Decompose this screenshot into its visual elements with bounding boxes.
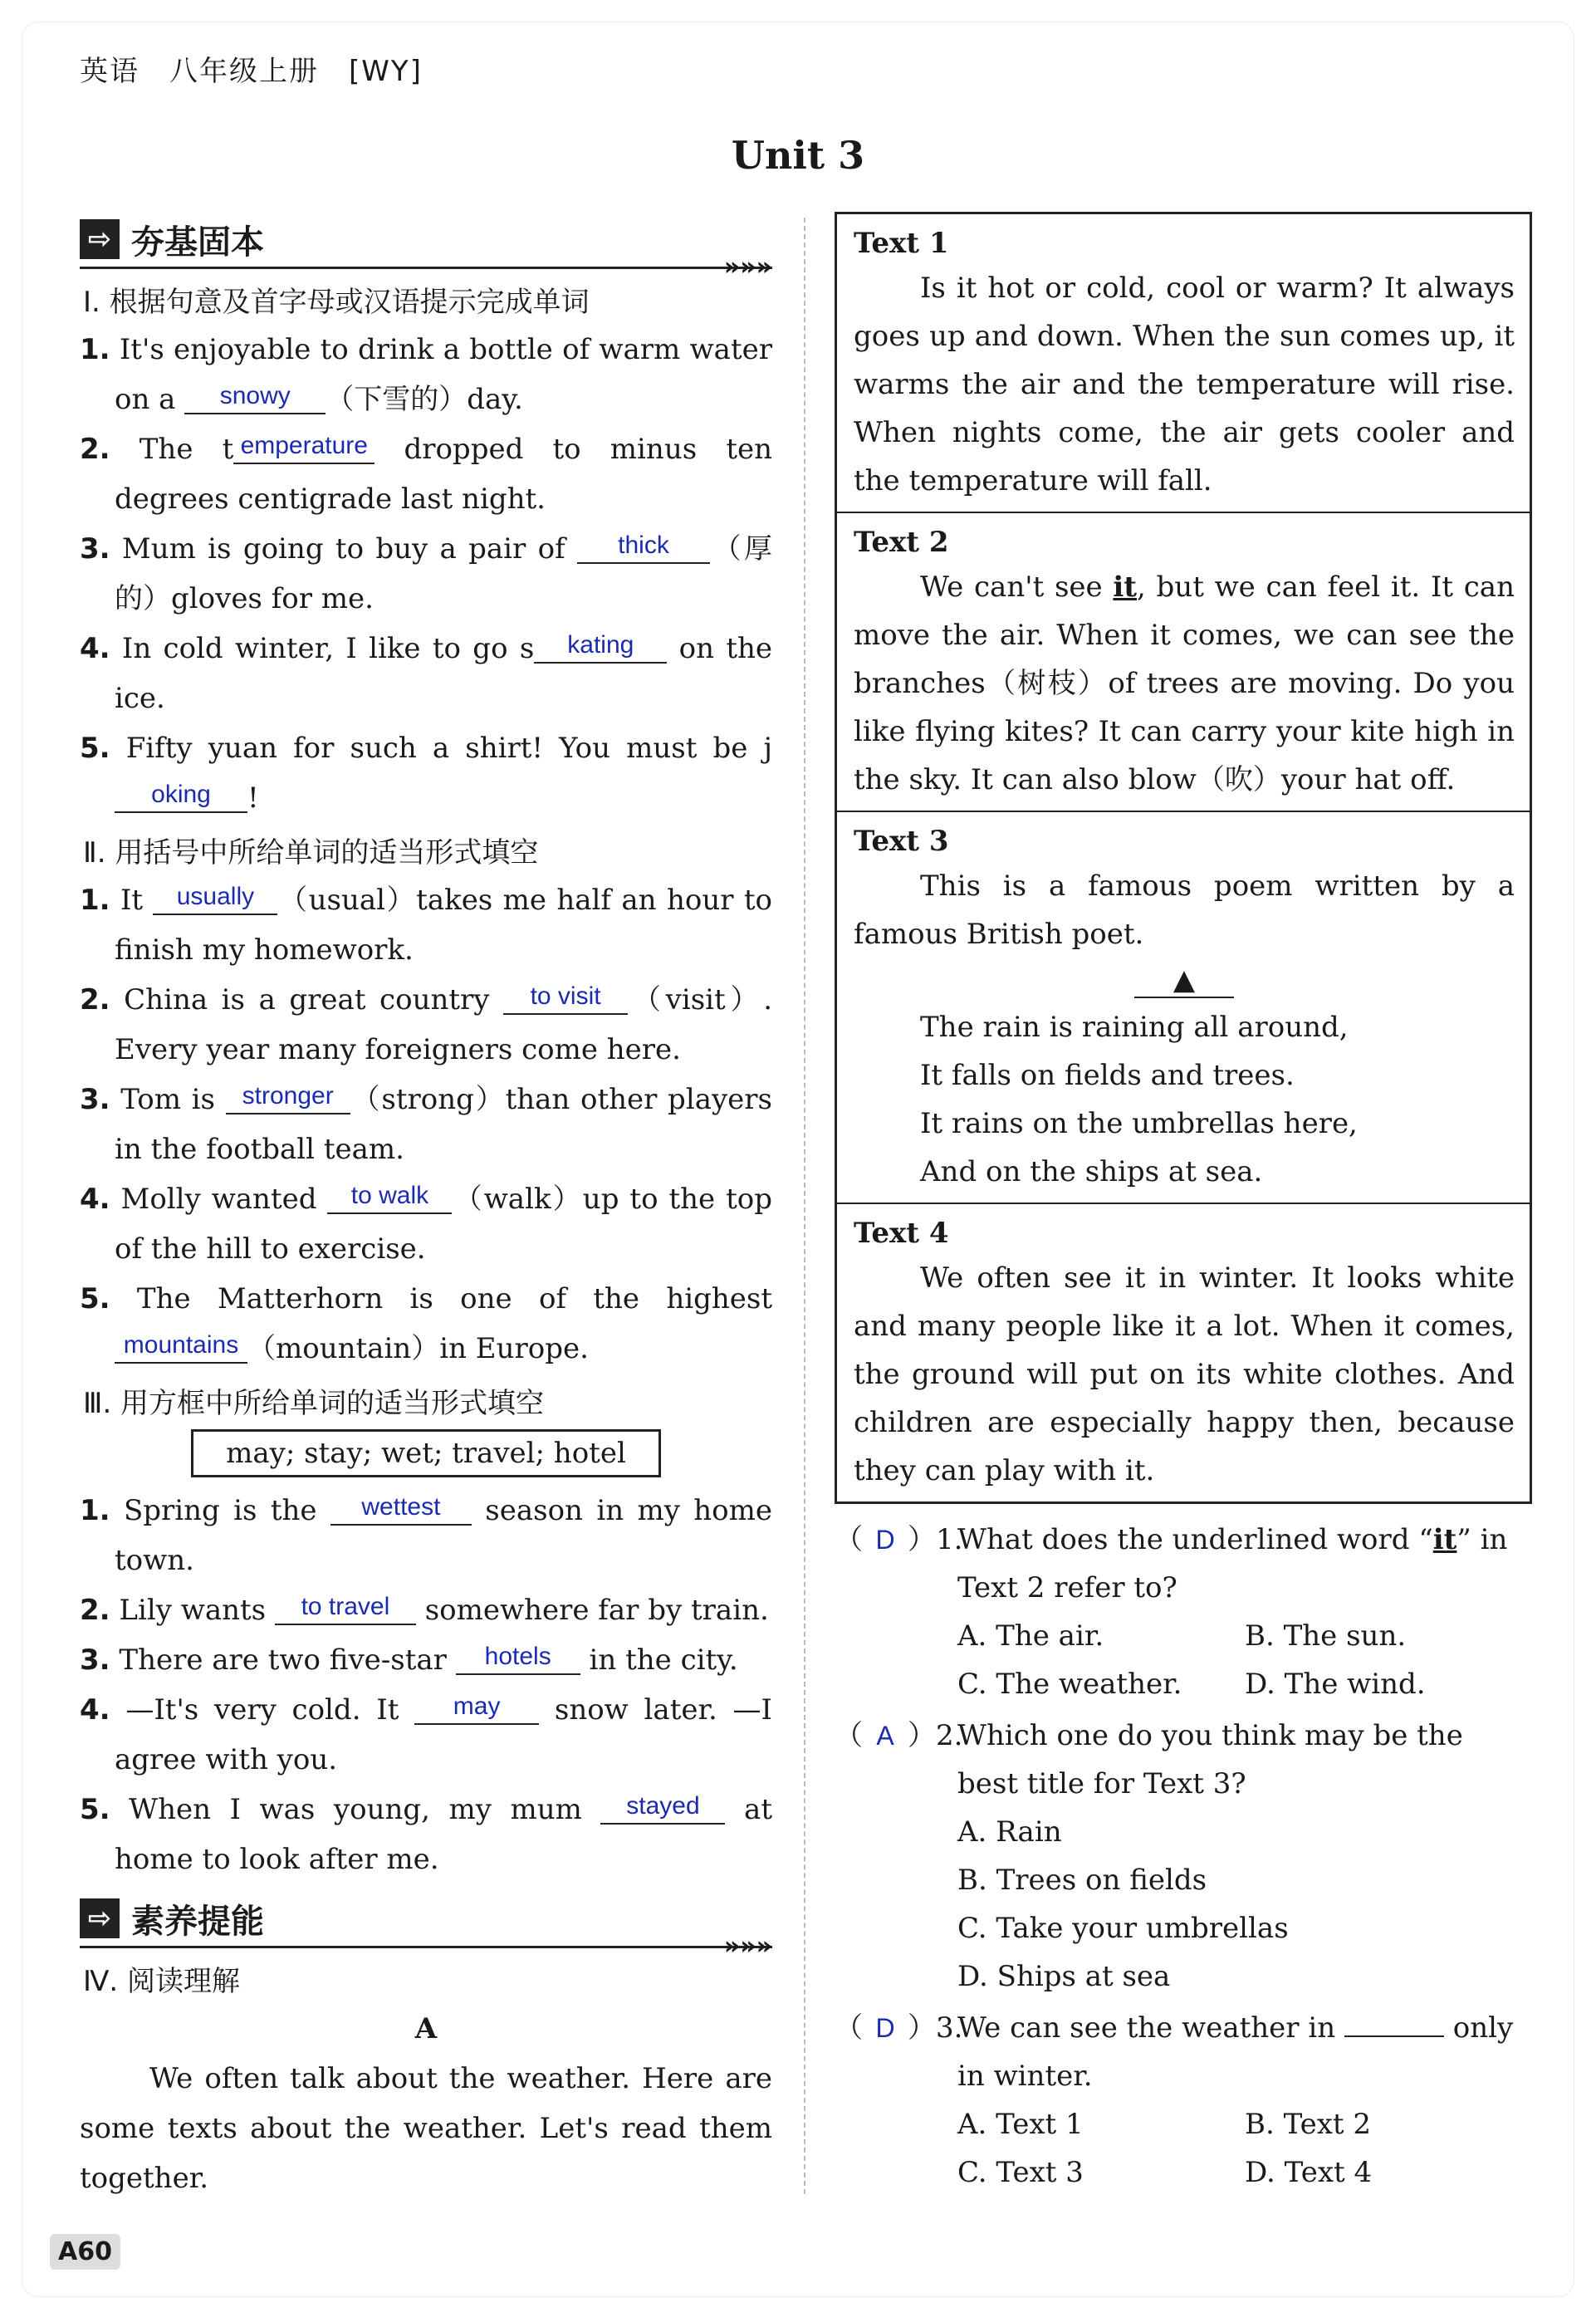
column-divider — [804, 218, 805, 2194]
answer-choice[interactable]: A — [876, 1721, 894, 1751]
question-item: 5. Fifty yuan for such a shirt! You must be joking ! — [80, 732, 772, 815]
poem-line: It rains on the umbrellas here, — [920, 1107, 1358, 1140]
question-3: （ D ）3. We can see the weather in only in winter. A. Text 1 B. Text 2 C. Text 3 D. Text 4 — [835, 2004, 1532, 2197]
text3-section — [837, 812, 1530, 1204]
page-header: 英语 八年级上册 [WY] — [80, 55, 423, 88]
chevrons-icon: »»» — [723, 252, 772, 282]
part1-list — [80, 325, 772, 823]
option[interactable]: B. The sun. — [1245, 1619, 1407, 1653]
option[interactable]: D. Text 4 — [1245, 2156, 1373, 2189]
section-title: 素养提能 — [131, 1902, 264, 1941]
text-title: Text 4 — [854, 1217, 949, 1250]
option[interactable]: D. Ships at sea — [957, 1960, 1171, 1993]
answer-blank[interactable]: hotels — [456, 1640, 580, 1675]
answer-blank[interactable]: to travel — [275, 1590, 416, 1625]
answer-choice[interactable]: D — [875, 2013, 895, 2043]
text2-section — [837, 513, 1530, 812]
option[interactable]: C. Take your umbrellas — [957, 1912, 1289, 1945]
question-1: （ D ）1. What does the underlined word “it” in Text 2 refer to? A. The air. B. The sun. C. The weather. D. The wind. — [835, 1516, 1532, 1708]
answer-blank[interactable]: usually — [153, 880, 277, 915]
question-item: 5. When I was young, my mum stayed at home to look after me. — [80, 1785, 772, 1884]
option[interactable]: B. Trees on fields — [957, 1864, 1207, 1897]
question-item: 3. Tom is stronger （strong）than other players in the football team. — [80, 1075, 772, 1174]
question-item: 3. Mum is going to buy a pair of thick （厚的）gloves for me. — [80, 524, 772, 624]
answer-blank[interactable]: to visit — [503, 980, 628, 1015]
passage-label: A — [414, 2012, 438, 2045]
answer-blank[interactable]: stronger — [226, 1080, 350, 1114]
question-item: 2. The t emperature dropped to minus ten degrees centigrade last night. — [80, 424, 772, 524]
question-stem: What does the underlined word “it” in Text 2 refer to? — [957, 1523, 1508, 1604]
question-item: 2. China is a great country to visit （visit）. Every year many foreigners come here. — [80, 975, 772, 1075]
option[interactable]: A. Text 1 — [957, 2108, 1084, 2141]
poem-line: And on the ships at sea. — [920, 1155, 1263, 1188]
option[interactable]: C. Text 3 — [957, 2156, 1084, 2189]
text-title: Text 1 — [854, 227, 949, 260]
answer-blank[interactable]: snowy — [184, 380, 326, 414]
option[interactable]: B. Text 2 — [1245, 2108, 1372, 2141]
question-item: 3. There are two five-star hotels in the city. — [80, 1635, 772, 1685]
passage-intro: We often talk about the weather. Here are some texts about the weather. Let's read them together. — [80, 2062, 772, 2195]
text-body: This is a famous poem written by a famous British poet. — [854, 869, 1515, 951]
question-stem: Which one do you think may be the best title for Text 3? — [957, 1719, 1463, 1800]
right-column — [835, 212, 1532, 2197]
part1-heading: Ⅰ. 根据句意及首字母或汉语提示完成单词 — [83, 286, 590, 319]
answer-choice[interactable]: D — [875, 1525, 895, 1555]
question-item: 4. —It's very cold. It may snow later. —I agree with you. — [80, 1685, 772, 1785]
answer-blank[interactable]: emperature — [233, 429, 375, 464]
text-body: Is it hot or cold, cool or warm? It always goes up and down. When the sun comes up, it warms the air and the temperature will rise. When nights come, the air gets cooler and the temperature will fall. — [854, 272, 1515, 497]
option[interactable]: D. The wind. — [1245, 1668, 1426, 1701]
question-item: 5. The Matterhorn is one of the highest mountains （mountain）in Europe. — [80, 1282, 773, 1365]
poem-line: It falls on fields and trees. — [920, 1059, 1295, 1092]
chevrons-icon: »»» — [723, 1932, 772, 1961]
question-item: 1. It usually （usual）takes me half an hour to finish my homework. — [80, 875, 772, 975]
part2-list — [80, 875, 772, 1374]
text-title: Text 3 — [854, 825, 949, 858]
poem-line: The rain is raining all around, — [920, 1011, 1349, 1044]
arrow-icon: ⇨ — [80, 1898, 120, 1938]
part3-heading: Ⅲ. 用方框中所给单词的适当形式填空 — [83, 1387, 545, 1420]
option[interactable]: A. The air. — [957, 1619, 1104, 1653]
answer-blank[interactable]: mountains — [115, 1329, 247, 1364]
part4-heading: Ⅳ. 阅读理解 — [83, 1965, 240, 1998]
section-header-basics — [80, 212, 772, 282]
question-2: （ A ）2. Which one do you think may be the best title for Text 3? A. Rain B. Trees on fields C. Take your umbrellas D. Ships at sea — [835, 1712, 1532, 2001]
left-column — [80, 212, 772, 2203]
underlined-word: it — [1113, 571, 1137, 604]
answer-blank[interactable]: thick — [577, 529, 710, 564]
page-number: A60 — [50, 2234, 120, 2270]
answer-blank[interactable]: to walk — [327, 1179, 452, 1214]
triangle-icon: ▲ — [854, 963, 1515, 998]
question-item: 1. Spring is the wettest season in my home town. — [80, 1486, 772, 1585]
text1-section — [837, 214, 1530, 513]
section-header-skills — [80, 1891, 772, 1961]
word-box: may; stay; wet; travel; hotel — [191, 1429, 661, 1477]
question-item: 4. Molly wanted to walk （walk）up to the top of the hill to exercise. — [80, 1174, 772, 1274]
answer-blank[interactable]: stayed — [600, 1790, 725, 1825]
question-item: 2. Lily wants to travel somewhere far by train. — [80, 1585, 772, 1635]
arrow-icon: ⇨ — [80, 219, 120, 259]
question-stem: We can see the weather in only in winter. — [957, 2011, 1514, 2093]
option[interactable]: C. The weather. — [957, 1668, 1182, 1701]
question-item: 4. In cold winter, I like to go s kating on the ice. — [80, 624, 772, 723]
answer-blank[interactable]: kating — [534, 629, 667, 664]
answer-blank[interactable]: may — [414, 1690, 539, 1725]
text-body: We can't see it, but we can feel it. It can move the air. When it comes, we can see the branches（树枝）of trees are moving. Do you like flying kites? It can carry your kite high in the sky. It can also blow（吹）your hat off. — [854, 571, 1515, 796]
part2-heading: Ⅱ. 用括号中所给单词的适当形式填空 — [83, 836, 539, 869]
part3-list — [80, 1486, 772, 1884]
page-title: Unit 3 — [731, 133, 865, 178]
answer-blank[interactable]: wettest — [330, 1491, 472, 1526]
text-title: Text 2 — [854, 526, 949, 559]
answer-blank[interactable]: oking — [115, 778, 247, 813]
question-item: 1. It's enjoyable to drink a bottle of warm water on a snowy （下雪的）day. — [80, 333, 772, 416]
text-body: We often see it in winter. It looks white and many people like it a lot. When it comes, the ground will put on its white clothes. And children are especially happy then, because they can play with it. — [854, 1261, 1515, 1487]
section-title: 夯基固本 — [131, 223, 264, 262]
texts-box — [835, 212, 1532, 1504]
option[interactable]: A. Rain — [957, 1815, 1062, 1849]
text4-section — [837, 1204, 1530, 1501]
